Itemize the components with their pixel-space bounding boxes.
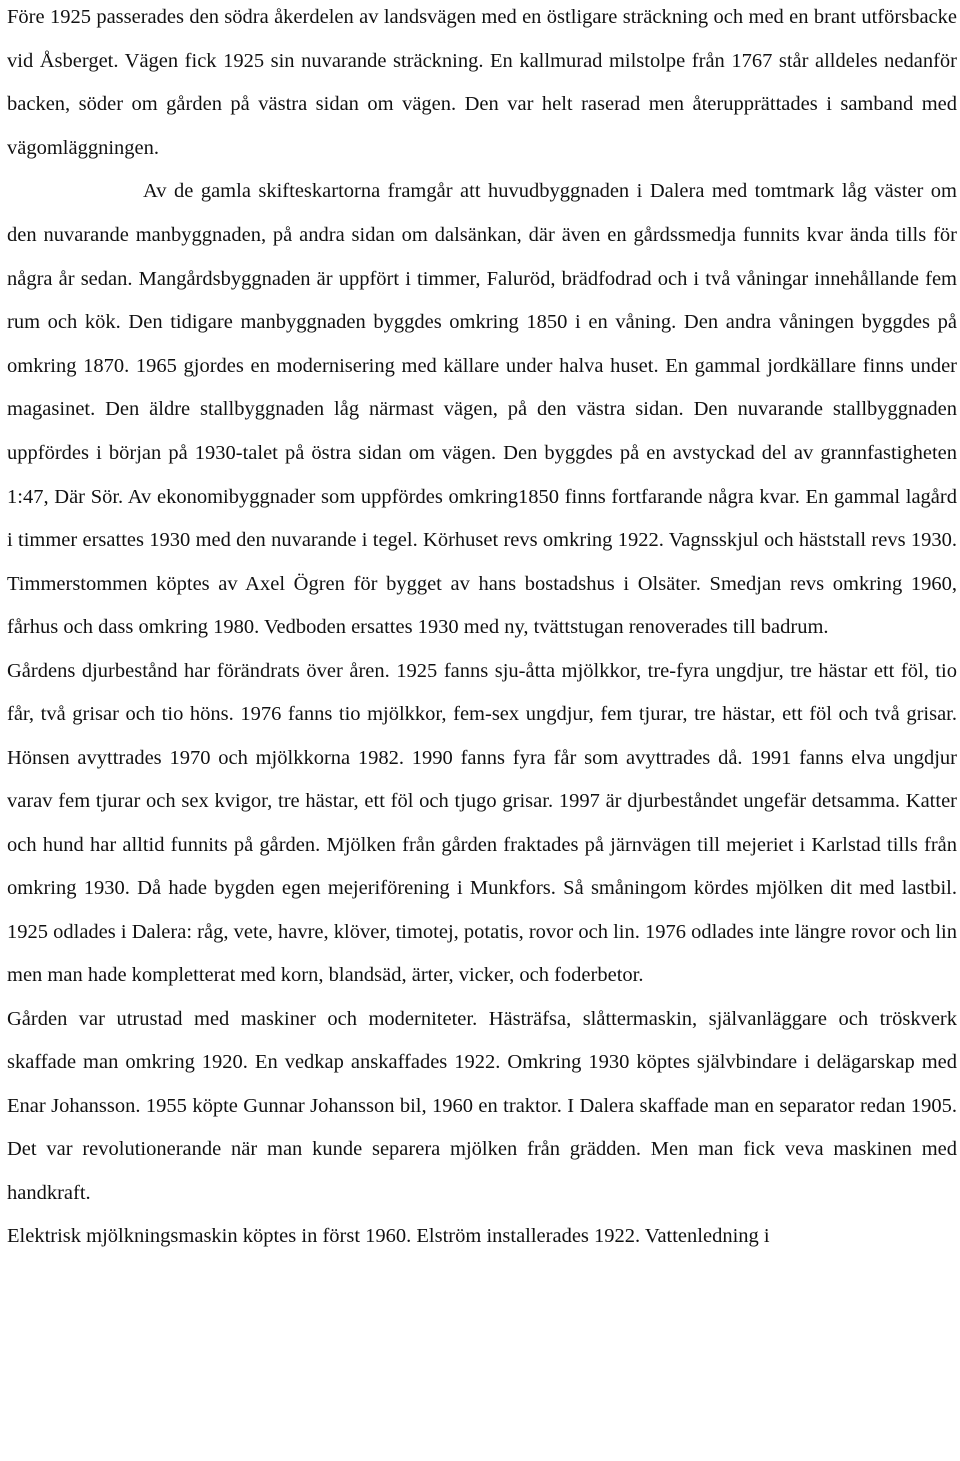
- paragraph-road-history: Före 1925 passerades den södra åkerdelen av landsvägen med en östligare sträckning och med en brant utförsbacke vid Åsberget. Vägen fick 1925 sin nuvarande sträckning. En kallmurad milstolpe från 1767 står alldeles nedanför backen, söder om gården på västra sidan om vägen. Den var helt raserad men återupprättades i samband med vägomläggningen.: [7, 6, 957, 159]
- paragraph-buildings: Av de gamla skifteskartorna framgår att huvudbyggnaden i Dalera med tomtmark låg väster om den nuvarande manbyggnaden, på andra sidan om dalsänkan, där även en gårdssmedja funnits kvar ända tills för några år sedan. Mangårdsbyggnaden är uppfört i timmer, Faluröd, brädfodrad och i två våningar innehållande fem rum och kök. Den tidigare manbyggnaden byggdes omkring 1850 i en våning. Den andra våningen byggdes på omkring 1870. 1965 gjordes en modernisering med källare under halva huset. En gammal jordkällare finns under magasinet. Den äldre stallbyggnaden låg närmast vägen, på den västra sidan. Den nuvarande stallbyggnaden uppfördes i början på 1930-talet på östra sidan om vägen. Den byggdes på en avstyckad del av grannfastigheten 1:47, Där Sör. Av ekonomibyggnader som uppfördes omkring1850 finns fortfarande några kvar. En gammal lagård i timmer ersattes 1930 med den nuvarande i tegel. Körhuset revs omkring 1922. Vagnsskjul och häststall revs 1930. Timmerstommen köptes av Axel Ögren för bygget av hans bostadshus i Olsäter. Smedjan revs omkring 1960, fårhus och dass omkring 1980. Vedboden ersattes 1930 med ny, tvättstugan renoverades till badrum.: [7, 180, 957, 639]
- paragraph-machinery: Gården var utrustad med maskiner och moderniteter. Hästräfsa, slåttermaskin, självanläggare och tröskverk skaffade man omkring 1920. En vedkap anskaffades 1922. Omkring 1930 köptes självbindare i delägarskap med Enar Johansson. 1955 köpte Gunnar Johansson bil, 1960 en traktor. I Dalera skaffade man en separator redan 1905. Det var revolutionerande när man kunde separera mjölken från grädden. Men man fick veva maskinen med handkraft.: [7, 1007, 957, 1204]
- paragraph-livestock: Gårdens djurbestånd har förändrats över åren. 1925 fanns sju-åtta mjölkkor, tre-fyra ungdjur, tre hästar ett föl, tio får, två grisar och tio höns. 1976 fanns tio mjölkkor, fem-sex ungdjur, fem tjurar, tre hästar, ett föl och två grisar. Hönsen avyttrades 1970 och mjölkkorna 1982. 1990 fanns fyra får som avyttrades då. 1991 fanns elva ungdjur varav fem tjurar och sex kvigor, tre hästar, ett föl och tjugo grisar. 1997 är djurbeståndet ungefär detsamma. Katter och hund har alltid funnits på gården. Mjölken från gården fraktades på järnvägen till mejeriet i Karlstad tills från omkring 1930. Då hade bygden egen mejeriförening i Munkfors. Så småningom kördes mjölken dit med lastbil. 1925 odlades i Dalera: råg, vete, havre, klöver, timotej, potatis, rovor och lin. 1976 odlades inte längre rovor och lin men man hade kompletterat med korn, blandsäd, ärter, vicker, och foderbetor.: [7, 659, 957, 987]
- document-page: [7, 0, 957, 1259]
- paragraph-electricity: Elektrisk mjölkningsmaskin köptes in först 1960. Elström installerades 1922. Vattenledning i: [7, 1225, 770, 1248]
